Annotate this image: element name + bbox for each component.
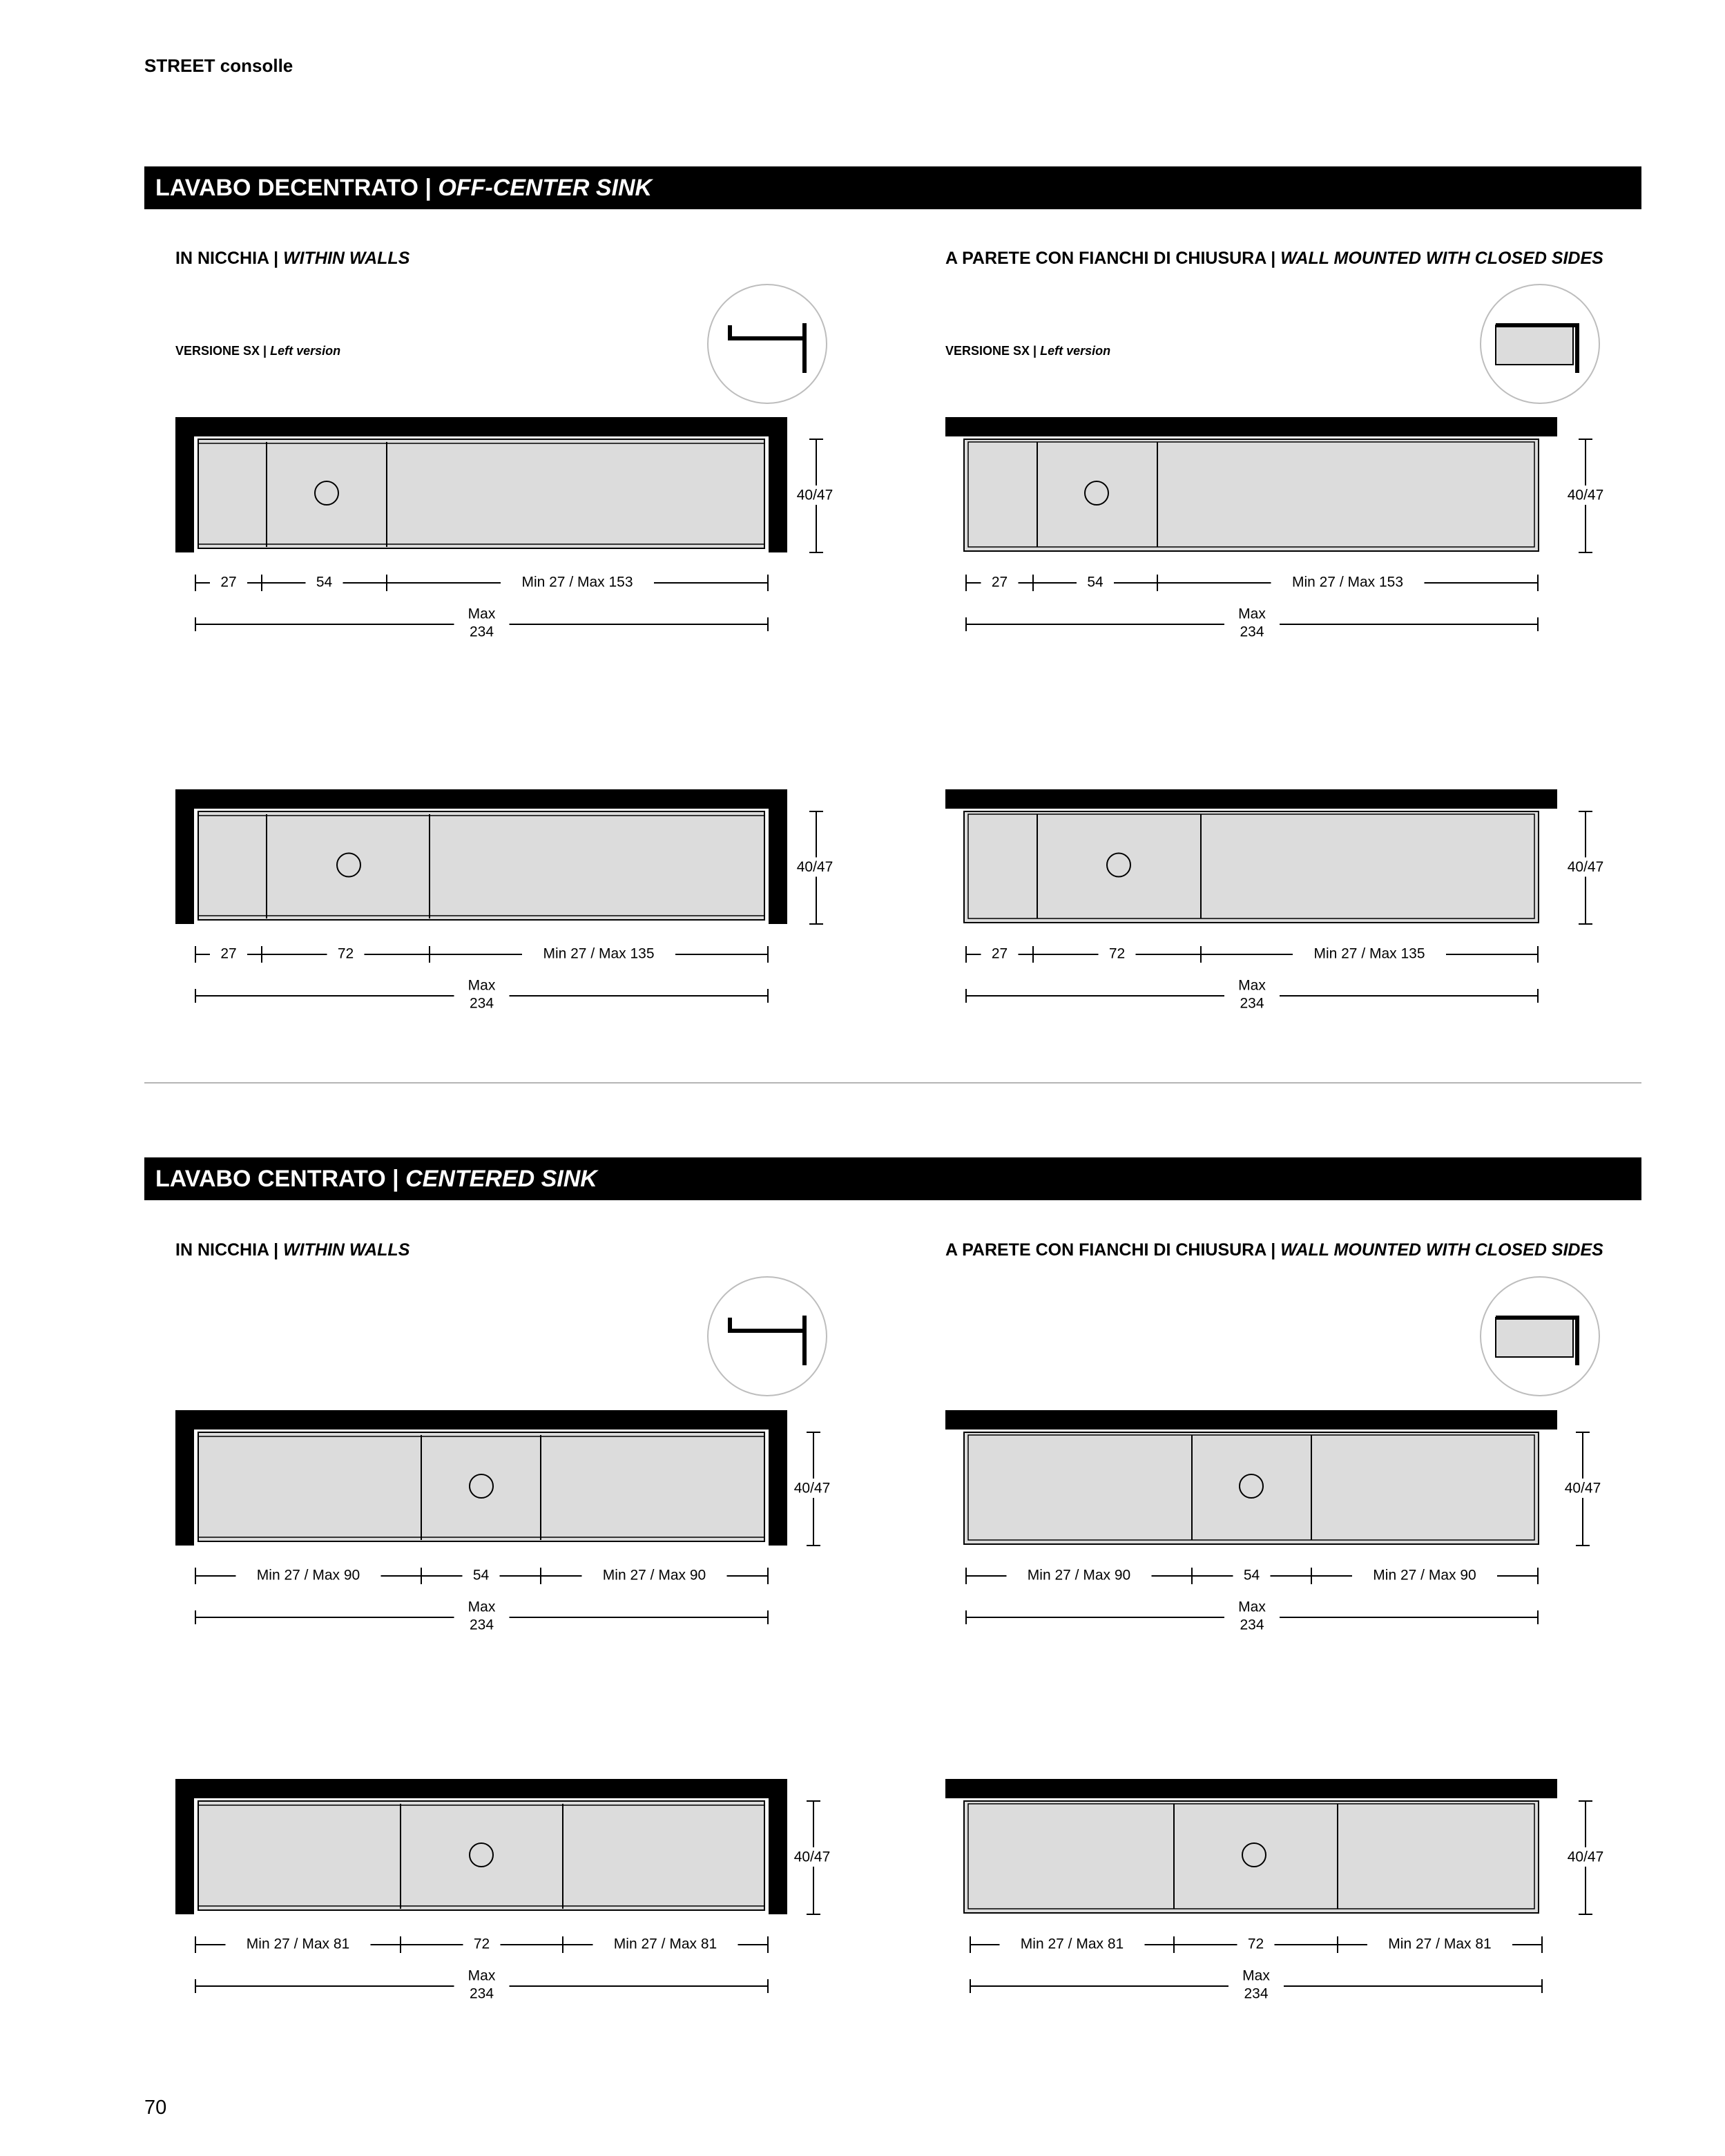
height-label: 40/47 <box>1567 487 1604 503</box>
segment-label: 54 <box>472 1567 490 1584</box>
segment-label: 54 <box>316 574 333 590</box>
heading-it: IN NICCHIA | <box>175 1240 279 1260</box>
segment-label: 72 <box>473 1936 490 1952</box>
total-label-max: Max <box>468 977 496 994</box>
countertop <box>945 1410 1557 1430</box>
countertop <box>945 417 1557 436</box>
cabinet-body <box>198 439 764 548</box>
segment-label: 54 <box>1243 1567 1260 1584</box>
right-wall <box>769 1779 787 1914</box>
segment-label: 72 <box>1108 945 1126 962</box>
height-label: 40/47 <box>796 859 833 876</box>
segment-label: Min 27 / Max 153 <box>1291 574 1404 590</box>
total-label-max: Max <box>468 606 496 622</box>
right-wall <box>769 1410 787 1546</box>
total-label-value: 234 <box>1240 1617 1264 1633</box>
segment-label: Min 27 / Max 81 <box>1020 1936 1124 1952</box>
total-label-max: Max <box>468 1967 496 1984</box>
cabinet-plan-icon <box>1496 325 1573 365</box>
countertop <box>175 789 787 809</box>
total-label-value: 234 <box>469 624 494 640</box>
segment-label: 72 <box>337 945 354 962</box>
cabinet-body <box>964 1801 1539 1913</box>
segment-label: Min 27 / Max 153 <box>521 574 633 590</box>
version-en: Left version <box>270 344 341 358</box>
countertop <box>175 1410 787 1430</box>
cabinet-body <box>198 1432 764 1541</box>
height-label: 40/47 <box>1567 1849 1604 1865</box>
page-number: 70 <box>144 2097 167 2119</box>
section-title-it: LAVABO DECENTRATO | <box>155 175 432 201</box>
segment-label: Min 27 / Max 81 <box>246 1936 350 1952</box>
total-label-max: Max <box>468 1599 496 1615</box>
segment-label: 27 <box>991 945 1008 962</box>
section-title-en: OFF-CENTER SINK <box>438 175 653 201</box>
total-label-value: 234 <box>469 995 494 1012</box>
cabinet-body <box>964 1432 1539 1544</box>
segment-label: Min 27 / Max 81 <box>1388 1936 1492 1952</box>
segment-label: 27 <box>991 574 1008 590</box>
right-wall <box>769 417 787 552</box>
segment-label: 54 <box>1087 574 1104 590</box>
heading-en: WALL MOUNTED WITH CLOSED SIDES <box>1280 249 1603 268</box>
heading-it: A PARETE CON FIANCHI DI CHIUSURA | <box>945 249 1276 268</box>
height-label: 40/47 <box>793 1849 831 1865</box>
heading-it: IN NICCHIA | <box>175 249 279 268</box>
total-label-max: Max <box>1238 606 1266 622</box>
cabinet-plan-icon <box>1496 1318 1573 1357</box>
section-title-en: CENTERED SINK <box>405 1166 597 1192</box>
heading-it: A PARETE CON FIANCHI DI CHIUSURA | <box>945 1240 1276 1260</box>
plan-view-circle <box>708 1277 827 1396</box>
segment-label: Min 27 / Max 90 <box>1027 1567 1131 1584</box>
version-it: VERSIONE SX | <box>945 344 1037 358</box>
countertop <box>175 1779 787 1798</box>
height-label: 40/47 <box>1564 1480 1601 1496</box>
total-label-value: 234 <box>469 1617 494 1633</box>
segment-label: 27 <box>220 574 237 590</box>
plan-view-circle <box>708 285 827 403</box>
segment-label: Min 27 / Max 135 <box>1313 945 1425 962</box>
left-wall <box>175 789 194 924</box>
segment-label: 27 <box>220 945 237 962</box>
total-label-value: 234 <box>469 1985 494 2002</box>
segment-label: Min 27 / Max 135 <box>543 945 655 962</box>
heading-en: WITHIN WALLS <box>283 249 410 268</box>
left-wall <box>175 417 194 552</box>
total-label-max: Max <box>1238 1599 1266 1615</box>
version-it: VERSIONE SX | <box>175 344 267 358</box>
height-label: 40/47 <box>1567 859 1604 876</box>
segment-label: Min 27 / Max 81 <box>613 1936 717 1952</box>
segment-label: Min 27 / Max 90 <box>1373 1567 1476 1584</box>
total-label-max: Max <box>1242 1967 1270 1984</box>
segment-label: Min 27 / Max 90 <box>602 1567 706 1584</box>
cabinet-body <box>964 439 1539 551</box>
cabinet-body <box>198 811 764 920</box>
left-wall <box>175 1410 194 1546</box>
cabinet-body <box>198 1801 764 1910</box>
countertop <box>175 417 787 436</box>
total-label-max: Max <box>1238 977 1266 994</box>
cabinet-body <box>964 811 1539 923</box>
section-title-it: LAVABO CENTRATO | <box>155 1166 399 1192</box>
heading-en: WITHIN WALLS <box>283 1240 410 1260</box>
height-label: 40/47 <box>793 1480 831 1496</box>
segment-label: Min 27 / Max 90 <box>256 1567 360 1584</box>
total-label-value: 234 <box>1240 995 1264 1012</box>
countertop <box>945 1779 1557 1798</box>
total-label-value: 234 <box>1244 1985 1269 2002</box>
left-wall <box>175 1779 194 1914</box>
right-wall <box>769 789 787 924</box>
countertop <box>945 789 1557 809</box>
total-label-value: 234 <box>1240 624 1264 640</box>
height-label: 40/47 <box>796 487 833 503</box>
document-title: STREET consolle <box>144 55 293 76</box>
version-en: Left version <box>1040 344 1111 358</box>
segment-label: 72 <box>1247 1936 1264 1952</box>
heading-en: WALL MOUNTED WITH CLOSED SIDES <box>1280 1240 1603 1260</box>
